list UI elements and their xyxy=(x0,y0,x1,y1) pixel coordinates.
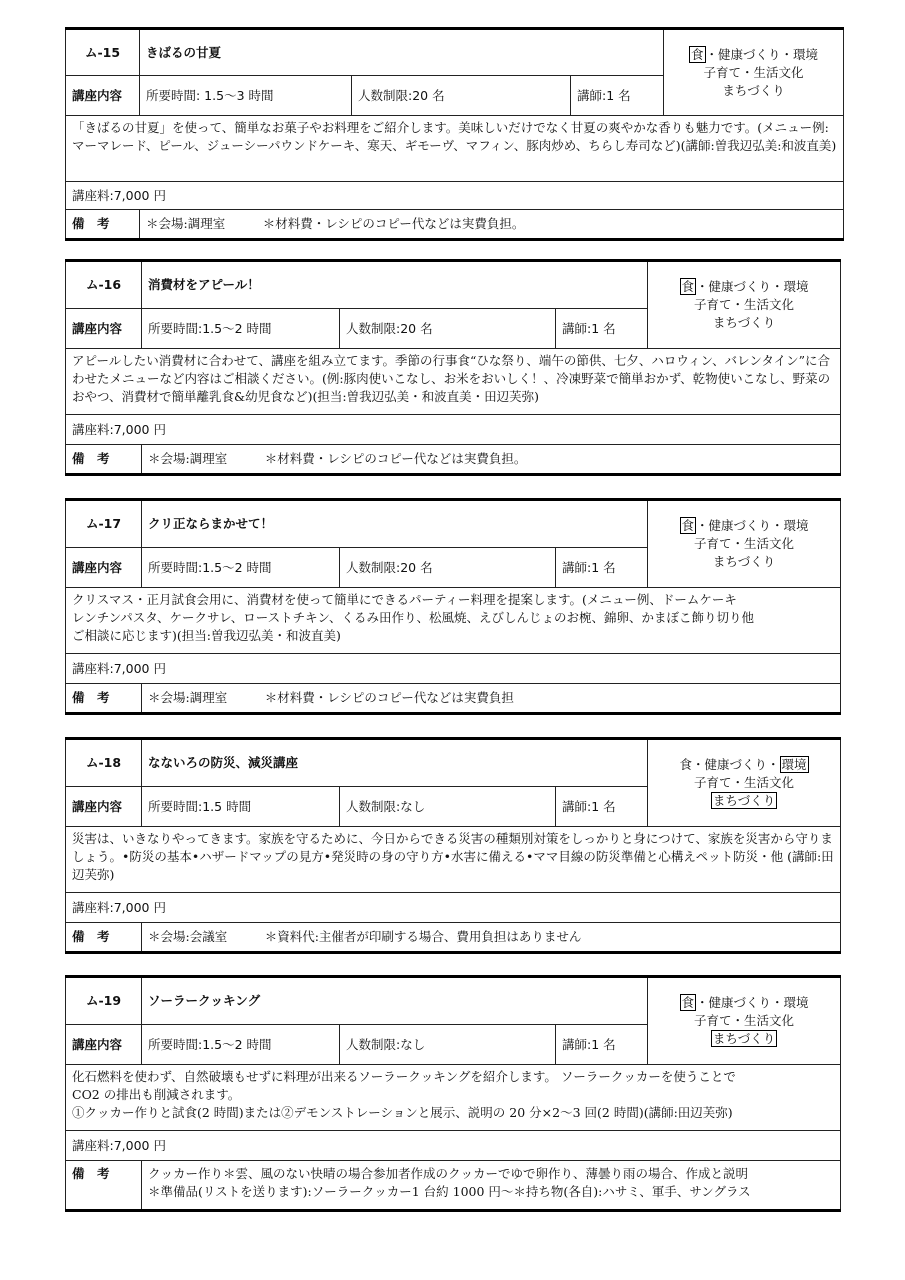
category-community-selected: まちづくり xyxy=(712,1031,776,1046)
course-description: 化石燃料を使わず、自然破壊もせずに料理が出来るソーラークッキングを紹介します。 ソーラークッカーを使うことで CO2 の排出も削減されます。 ①クッカー作りと試食(2 時間)または②デモンストレーションと展示、説明の 20 分×2〜3 回(2 時間)(講師:田辺芙弥) xyxy=(66,1065,841,1131)
duration: 所要時間:1.5 時間 xyxy=(142,787,340,827)
course-card-mu16 xyxy=(65,259,841,476)
remarks: ＊会場:調理室 ＊材料費・レシピのコピー代などは実費負担 xyxy=(142,684,841,714)
course-code: ム-19 xyxy=(66,977,142,1025)
capacity: 人数制限:なし xyxy=(340,787,556,827)
course-title: 消費材をアピール！ xyxy=(142,261,648,309)
course-fee: 講座料:7,000 円 xyxy=(66,182,844,210)
capacity: 人数制限:20 名 xyxy=(352,76,571,116)
category-list: 食・健康づくり・ 環境 子育て・生活文化 まちづくり xyxy=(648,739,841,827)
category-community-selected: まちづくり xyxy=(712,793,776,808)
content-label: 講座内容 xyxy=(66,1025,142,1065)
course-description: クリスマス・正月試食会用に、消費材を使って簡単にできるパーティー料理を提案します。(メニュー例、ドームケーキ レンチンパスタ、ケークサレ、ローストチキン、くるみ田作り、松風焼、えびしんじょのお椀、錦卵、かまぼこ飾り切り他 ご相談に応じます)(担当:曽我辺弘美・和波直美) xyxy=(66,588,841,654)
course-title: きばるの甘夏 xyxy=(140,29,664,76)
remarks-label: 備 考 xyxy=(66,210,140,240)
course-title: クリ正ならまかせて！ xyxy=(142,500,648,548)
category-food-selected: 食 xyxy=(681,279,695,294)
course-title: なないろの防災、減災講座 xyxy=(142,739,648,787)
course-card-mu18 xyxy=(65,737,841,954)
capacity: 人数制限:なし xyxy=(340,1025,556,1065)
remarks-label: 備 考 xyxy=(66,445,142,475)
course-fee: 講座料:7,000 円 xyxy=(66,893,841,923)
course-card-mu17 xyxy=(65,498,841,715)
category-food-selected: 食 xyxy=(681,518,695,533)
category-food-selected: 食 xyxy=(691,46,704,62)
instructor-count: 講師:1 名 xyxy=(571,76,664,116)
content-label: 講座内容 xyxy=(66,76,140,116)
duration: 所要時間: 1.5〜3 時間 xyxy=(140,76,352,116)
remarks: ＊会場:会議室 ＊資料代:主催者が印刷する場合、費用負担はありません xyxy=(142,923,841,953)
instructor-count: 講師:1 名 xyxy=(556,309,648,349)
course-card-mu19 xyxy=(65,975,841,1212)
content-label: 講座内容 xyxy=(66,548,142,588)
course-card-mu15 xyxy=(65,27,844,241)
course-code: ム-16 xyxy=(66,261,142,309)
capacity: 人数制限:20 名 xyxy=(340,548,556,588)
duration: 所要時間:1.5〜2 時間 xyxy=(142,1025,340,1065)
remarks: ＊会場:調理室 ＊材料費・レシピのコピー代などは実費負担。 xyxy=(142,445,841,475)
course-description: 災害は、いきなりやってきます。家族を守るために、今日からできる災害の種類別対策をしっかりと身につけて、家族を災害から守りましょう。•防災の基本•ハザードマップの見方•発災時の身の守り方•水害に備える•ママ目線の防災準備と心構えペット防災・他 (講師:田辺芙弥) xyxy=(66,827,841,893)
capacity: 人数制限:20 名 xyxy=(340,309,556,349)
content-label: 講座内容 xyxy=(66,309,142,349)
category-list: 食 ・健康づくり・環境 子育て・生活文化 まちづくり xyxy=(648,261,841,349)
course-code: ム-15 xyxy=(66,29,140,76)
category-environment-selected: 環境 xyxy=(781,757,807,772)
instructor-count: 講師:1 名 xyxy=(556,1025,648,1065)
category-list: 食 ・健康づくり・環境 子育て・生活文化 まちづくり xyxy=(648,500,841,588)
course-code: ム-17 xyxy=(66,500,142,548)
course-fee: 講座料:7,000 円 xyxy=(66,654,841,684)
course-fee: 講座料:7,000 円 xyxy=(66,415,841,445)
remarks-label: 備 考 xyxy=(66,1161,142,1211)
remarks-label: 備 考 xyxy=(66,923,142,953)
instructor-count: 講師:1 名 xyxy=(556,787,648,827)
remarks: ＊会場:調理室 ＊材料費・レシピのコピー代などは実費負担。 xyxy=(140,210,844,240)
duration: 所要時間:1.5〜2 時間 xyxy=(142,548,340,588)
instructor-count: 講師:1 名 xyxy=(556,548,648,588)
remarks: クッカー作り＊雲、風のない快晴の場合参加者作成のクッカーでゆで卵作り、薄曇り雨の場合、作成と説明 ＊準備品(リストを送ります):ソーラークッカー1 台約 1000 円〜＊持ち物(各自):ハサミ、軍手、サングラス xyxy=(142,1161,841,1211)
category-list: 食 ・健康づくり・環境 子育て・生活文化 まちづくり xyxy=(648,977,841,1065)
course-title: ソーラークッキング xyxy=(142,977,648,1025)
course-fee: 講座料:7,000 円 xyxy=(66,1131,841,1161)
remarks-label: 備 考 xyxy=(66,684,142,714)
course-description: アピールしたい消費材に合わせて、講座を組み立てます。季節の行事食“ひな祭り、端午の節供、七夕、ハロウィン、バレンタイン”に合わせたメニューなど内容はご相談ください。(例:豚肉使いこなし、お米をおいしく！、冷凍野菜で簡単おかず、乾物使いこなし、野菜のおやつ、消費材で簡単離乳食&幼児食など)(担当:曽我辺弘美・和波直美・田辺芙弥) xyxy=(66,349,841,415)
category-food-selected: 食 xyxy=(681,995,695,1010)
course-description: 「きばるの甘夏」を使って、簡単なお菓子やお料理をご紹介します。美味しいだけでなく甘夏の爽やかな香りも魅力です。(メニュー例:マーマレード、ピール、ジューシーパウンドケーキ、寒天、ギモーヴ、マフィン、豚肉炒め、ちらし寿司など)(講師:曽我辺弘美:和波直美) xyxy=(66,116,844,182)
course-code: ム-18 xyxy=(66,739,142,787)
duration: 所要時間:1.5〜2 時間 xyxy=(142,309,340,349)
content-label: 講座内容 xyxy=(66,787,142,827)
category-list: 食 ・健康づくり・環境 子育て・生活文化 まちづくり xyxy=(664,29,844,116)
